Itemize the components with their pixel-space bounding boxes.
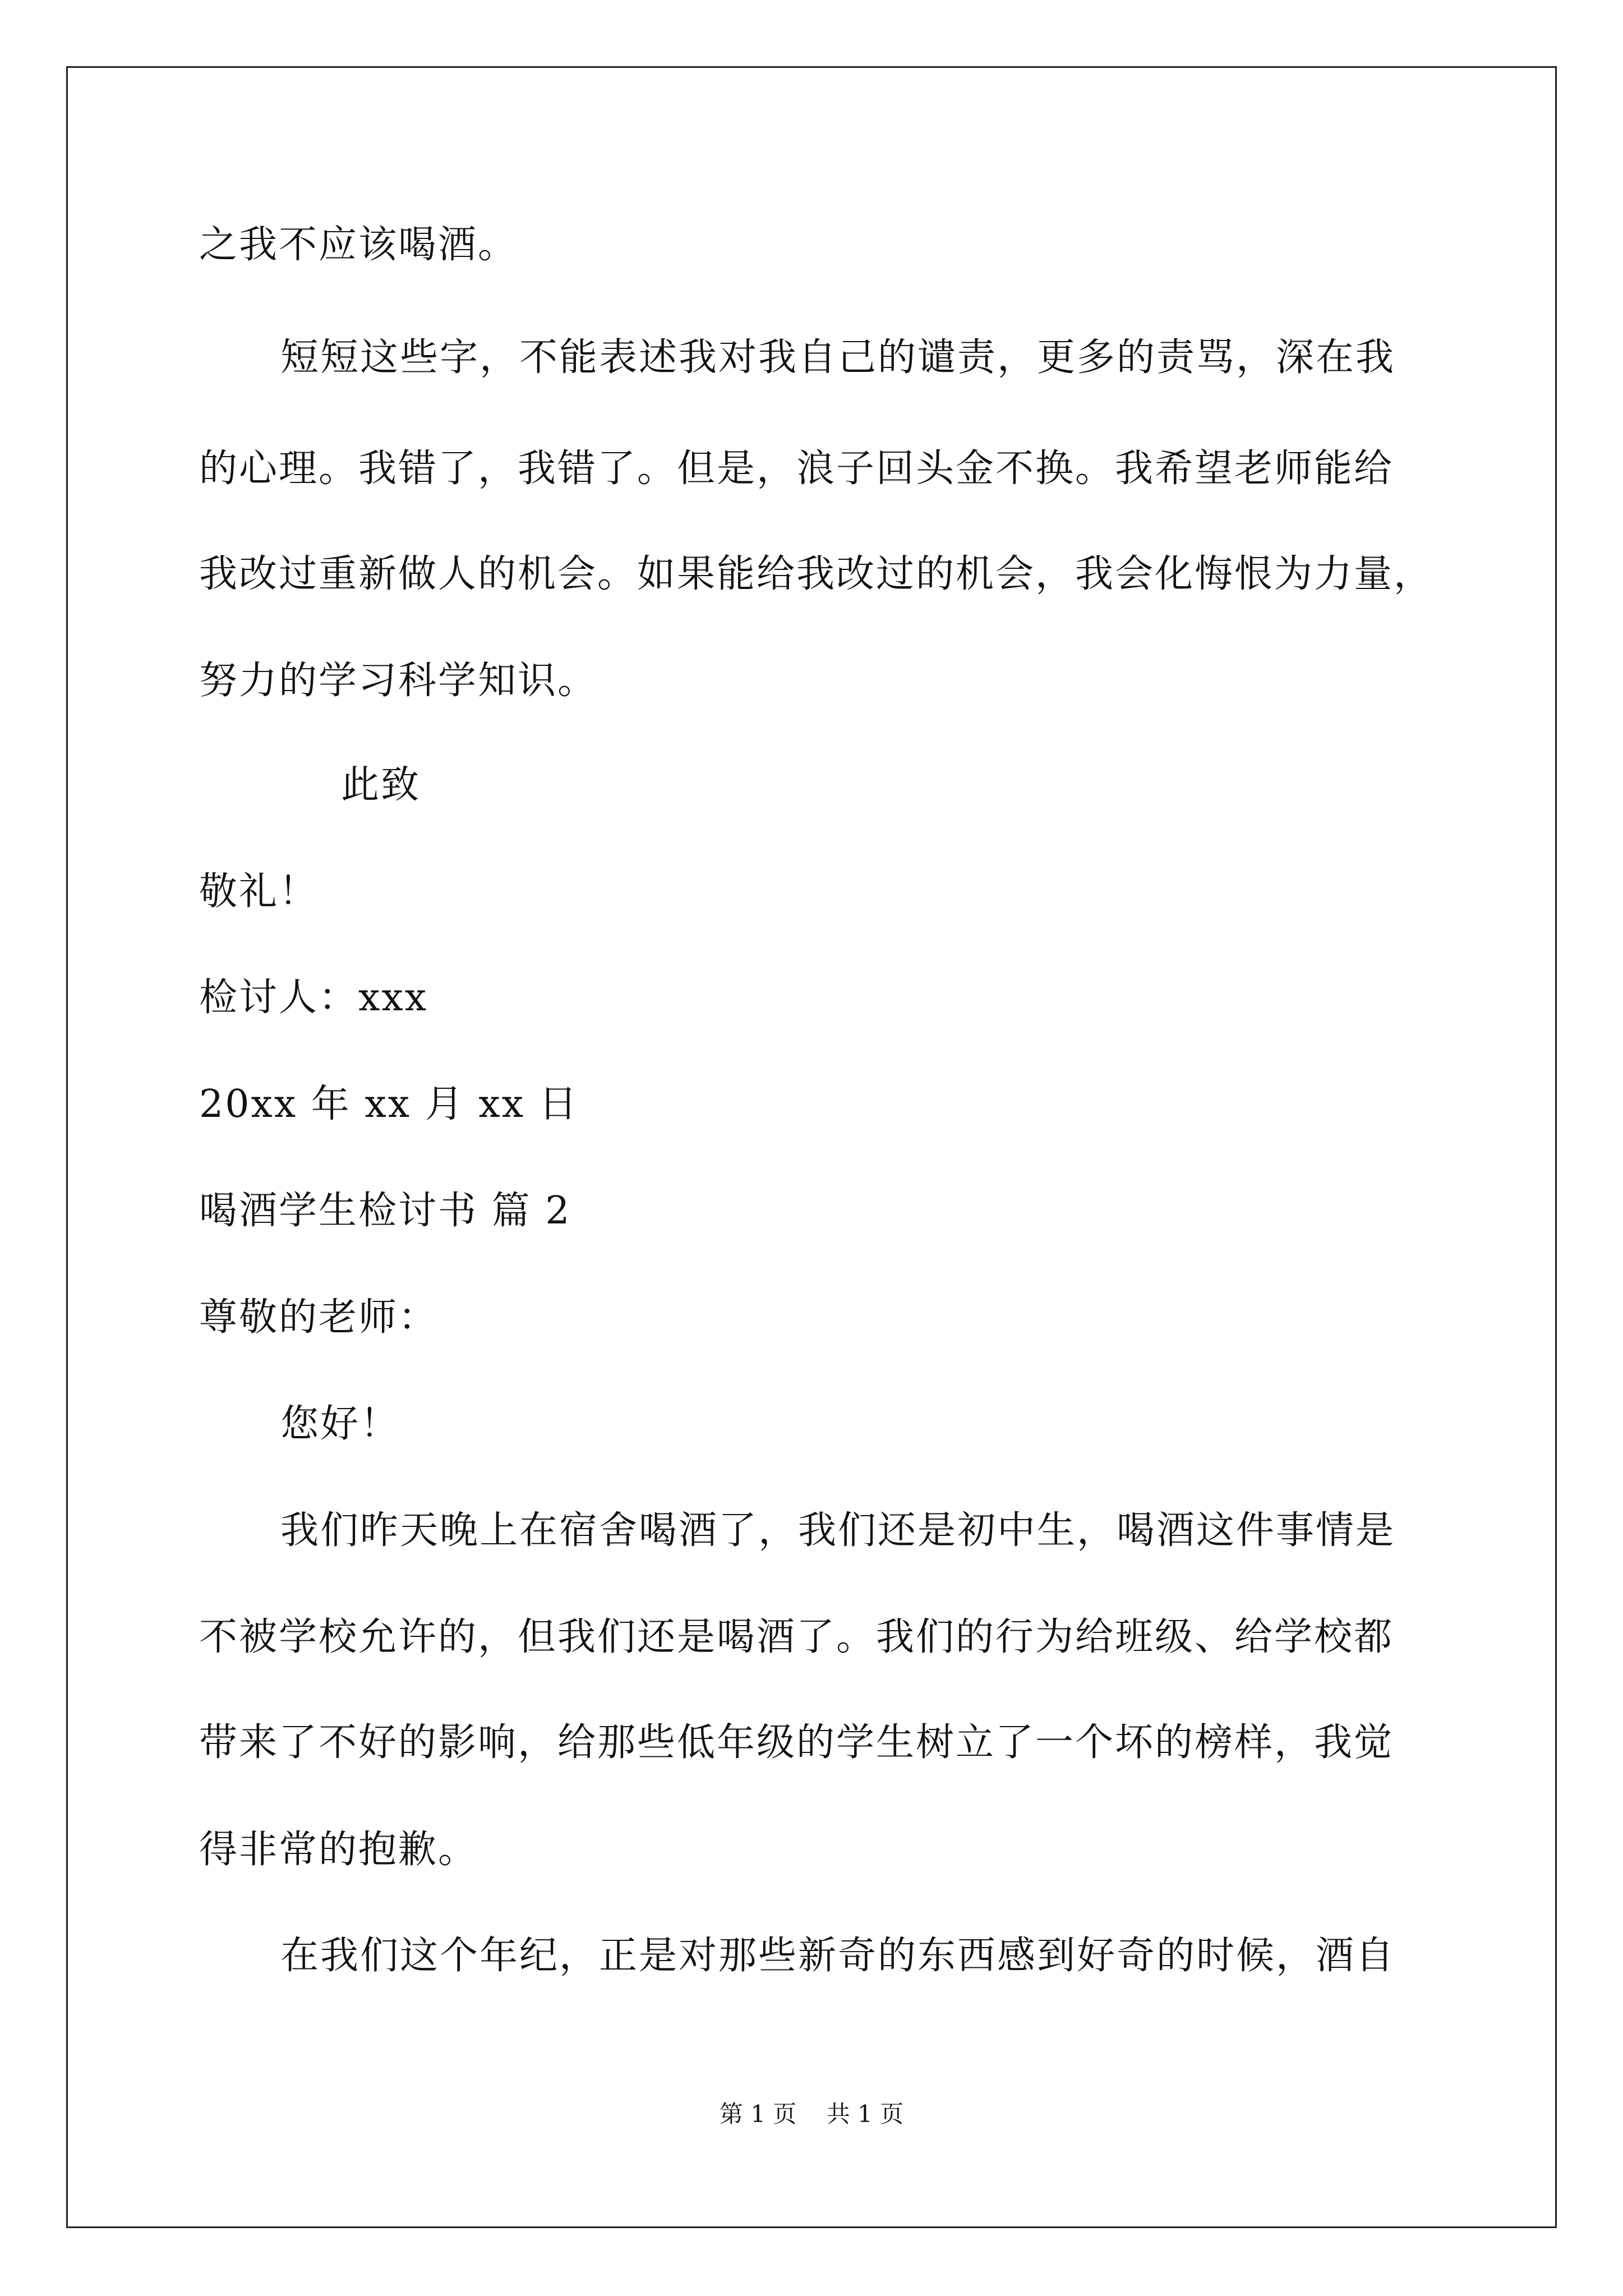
salutation-line: 敬礼！: [199, 869, 319, 914]
body-line: 我改过重新做人的机会。如果能给我改过的机会，我会化悔恨为力量，: [199, 552, 1434, 596]
body-line: 努力的学习科学知识。: [199, 659, 598, 703]
body-line: 的心理。我错了，我错了。但是，浪子回头金不换。我希望老师能给: [199, 447, 1394, 491]
signature-line: 检讨人：xxx: [199, 976, 428, 1020]
salutation-line: 此致: [341, 763, 421, 807]
greeting-line: 尊敬的老师：: [199, 1295, 439, 1340]
body-line: 之我不应该喝酒。: [199, 223, 518, 267]
paragraph-line: 我们昨天晚上在宿舍喝酒了，我们还是初中生，喝酒这件事情是: [280, 1508, 1396, 1553]
paragraph-line: 短短这些字，不能表述我对我自己的谴责，更多的责骂，深在我: [280, 335, 1396, 380]
section-title: 喝酒学生检讨书 篇 2: [199, 1189, 571, 1233]
body-line: 带来了不好的影响，给那些低年级的学生树立了一个坏的榜样，我觉: [199, 1720, 1394, 1765]
page-frame: [66, 66, 1557, 2228]
page-footer: 第 1 页 共 1 页: [719, 2100, 904, 2128]
date-line: 20xx 年 xx 月 xx 日: [199, 1082, 579, 1126]
body-line: 不被学校允许的，但我们还是喝酒了。我们的行为给班级、给学校都: [199, 1615, 1394, 1659]
paragraph-line: 在我们这个年纪，正是对那些新奇的东西感到好奇的时候，酒自: [280, 1934, 1396, 1978]
greeting-line: 您好！: [280, 1402, 400, 1446]
body-line: 得非常的抱歉。: [199, 1828, 478, 1872]
